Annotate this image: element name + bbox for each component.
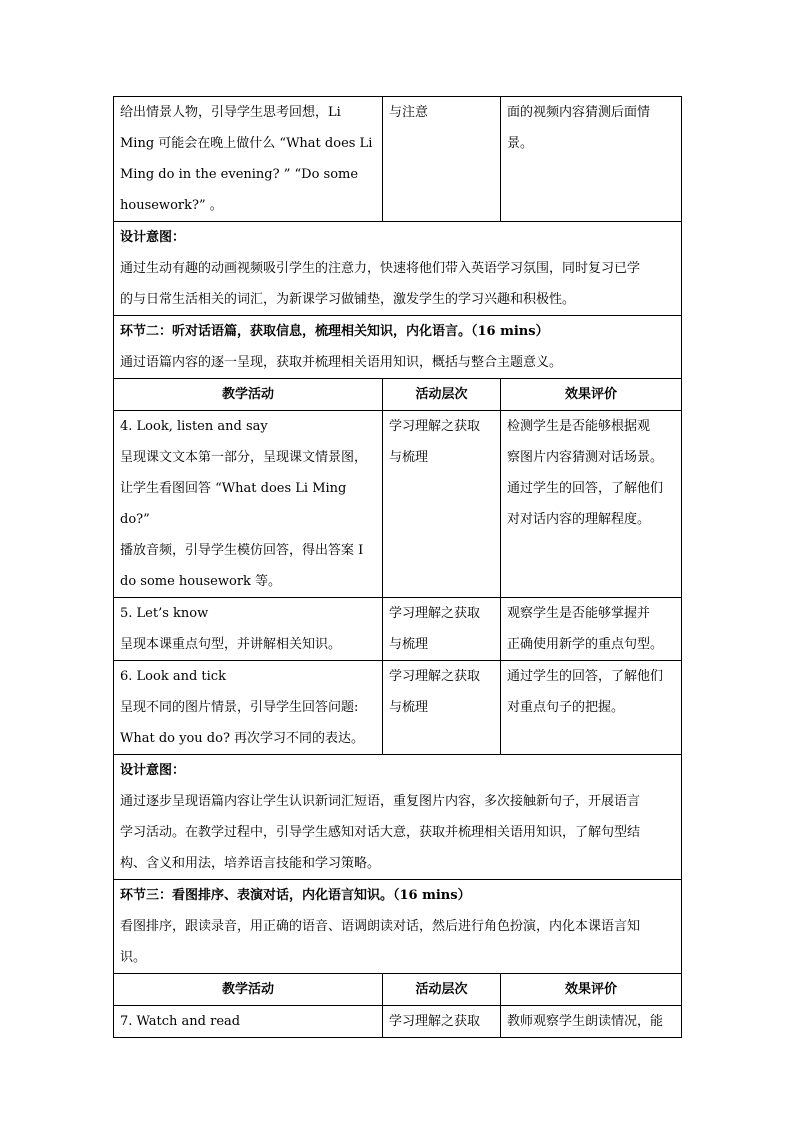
header-row xyxy=(114,974,682,1006)
evaluation-cell: 通过学生的回答，了解他们 对重点句子的把握。 xyxy=(501,661,682,755)
evaluation-cell: 面的视频内容猜测后面情 景。 xyxy=(501,97,682,222)
activity-cell: 7. Watch and read xyxy=(114,1006,383,1038)
stage-row xyxy=(114,880,682,974)
activity-cell: 6. Look and tick 呈现不同的图片情景，引导学生回答问题: What do you do? 再次学习不同的表达。 xyxy=(114,661,383,755)
table-row xyxy=(114,661,682,755)
lesson-plan-table xyxy=(113,96,682,1038)
level-cell: 学习理解之获取 xyxy=(383,1006,501,1038)
level-cell: 学习理解之获取 与梳理 xyxy=(383,598,501,661)
stage-title: 环节三：看图排序、表演对话，内化语言知识。（16 mins） xyxy=(120,888,471,903)
design-intent-row xyxy=(114,755,682,880)
header-activity: 教学活动 xyxy=(114,379,383,411)
table-row xyxy=(114,411,682,598)
header-level: 活动层次 xyxy=(383,379,501,411)
header-row xyxy=(114,379,682,411)
stage-cell xyxy=(114,880,682,974)
activity-cell: 4. Look, listen and say 呈现课文文本第一部分，呈现课文情景图， 让学生看图回答 “What does Li Ming do?” 播放音频，引导学生模仿回答，得出答案 I do some housework 等。 xyxy=(114,411,383,598)
design-intent-text: 通过逐步呈现语篇内容让学生认识新词汇短语，重复图片内容，多次接触新句子，开展语言 学习活动。在教学过程中，引导学生感知对话大意，获取并梳理相关语用知识，了解句型结 构、含义和用法，培养语言技能和学习策略。 xyxy=(120,794,641,871)
header-level: 活动层次 xyxy=(383,974,501,1006)
evaluation-cell: 教师观察学生朗读情况，能 xyxy=(501,1006,682,1038)
design-intent-heading: 设计意图： xyxy=(120,230,186,245)
header-activity: 教学活动 xyxy=(114,974,383,1006)
design-intent-cell xyxy=(114,755,682,880)
activity-cell: 5. Let’s know 呈现本课重点句型，并讲解相关知识。 xyxy=(114,598,383,661)
design-intent-cell xyxy=(114,222,682,316)
stage-description: 通过语篇内容的逐一呈现，获取并梳理相关语用知识，概括与整合主题意义。 xyxy=(120,355,563,370)
stage-title: 环节二：听对话语篇，获取信息，梳理相关知识，内化语言。（16 mins） xyxy=(120,324,549,339)
level-cell: 学习理解之获取 与梳理 xyxy=(383,661,501,755)
stage-cell xyxy=(114,316,682,379)
evaluation-cell: 检测学生是否能够根据观 察图片内容猜测对话场景。 通过学生的回答，了解他们 对对话内容的理解程度。 xyxy=(501,411,682,598)
level-cell: 学习理解之获取 与梳理 xyxy=(383,411,501,598)
stage-row xyxy=(114,316,682,379)
header-evaluation: 效果评价 xyxy=(501,379,682,411)
table-row xyxy=(114,1006,682,1038)
design-intent-heading: 设计意图： xyxy=(120,763,186,778)
evaluation-cell: 观察学生是否能够掌握并 正确使用新学的重点句型。 xyxy=(501,598,682,661)
table-row xyxy=(114,598,682,661)
design-intent-row xyxy=(114,222,682,316)
level-cell: 与注意 xyxy=(383,97,501,222)
activity-cell: 给出情景人物，引导学生思考回想，Li Ming 可能会在晚上做什么 “What does Li Ming do in the evening? ” “Do some housework?” 。 xyxy=(114,97,383,222)
table-row xyxy=(114,97,682,222)
stage-description: 看图排序，跟读录音，用正确的语音、语调朗读对话，然后进行角色扮演，内化本课语言知 识。 xyxy=(120,919,641,965)
design-intent-text: 通过生动有趣的动画视频吸引学生的注意力，快速将他们带入英语学习氛围，同时复习已学 的与日常生活相关的词汇，为新课学习做铺垫，激发学生的学习兴趣和积极性。 xyxy=(120,261,641,307)
header-evaluation: 效果评价 xyxy=(501,974,682,1006)
